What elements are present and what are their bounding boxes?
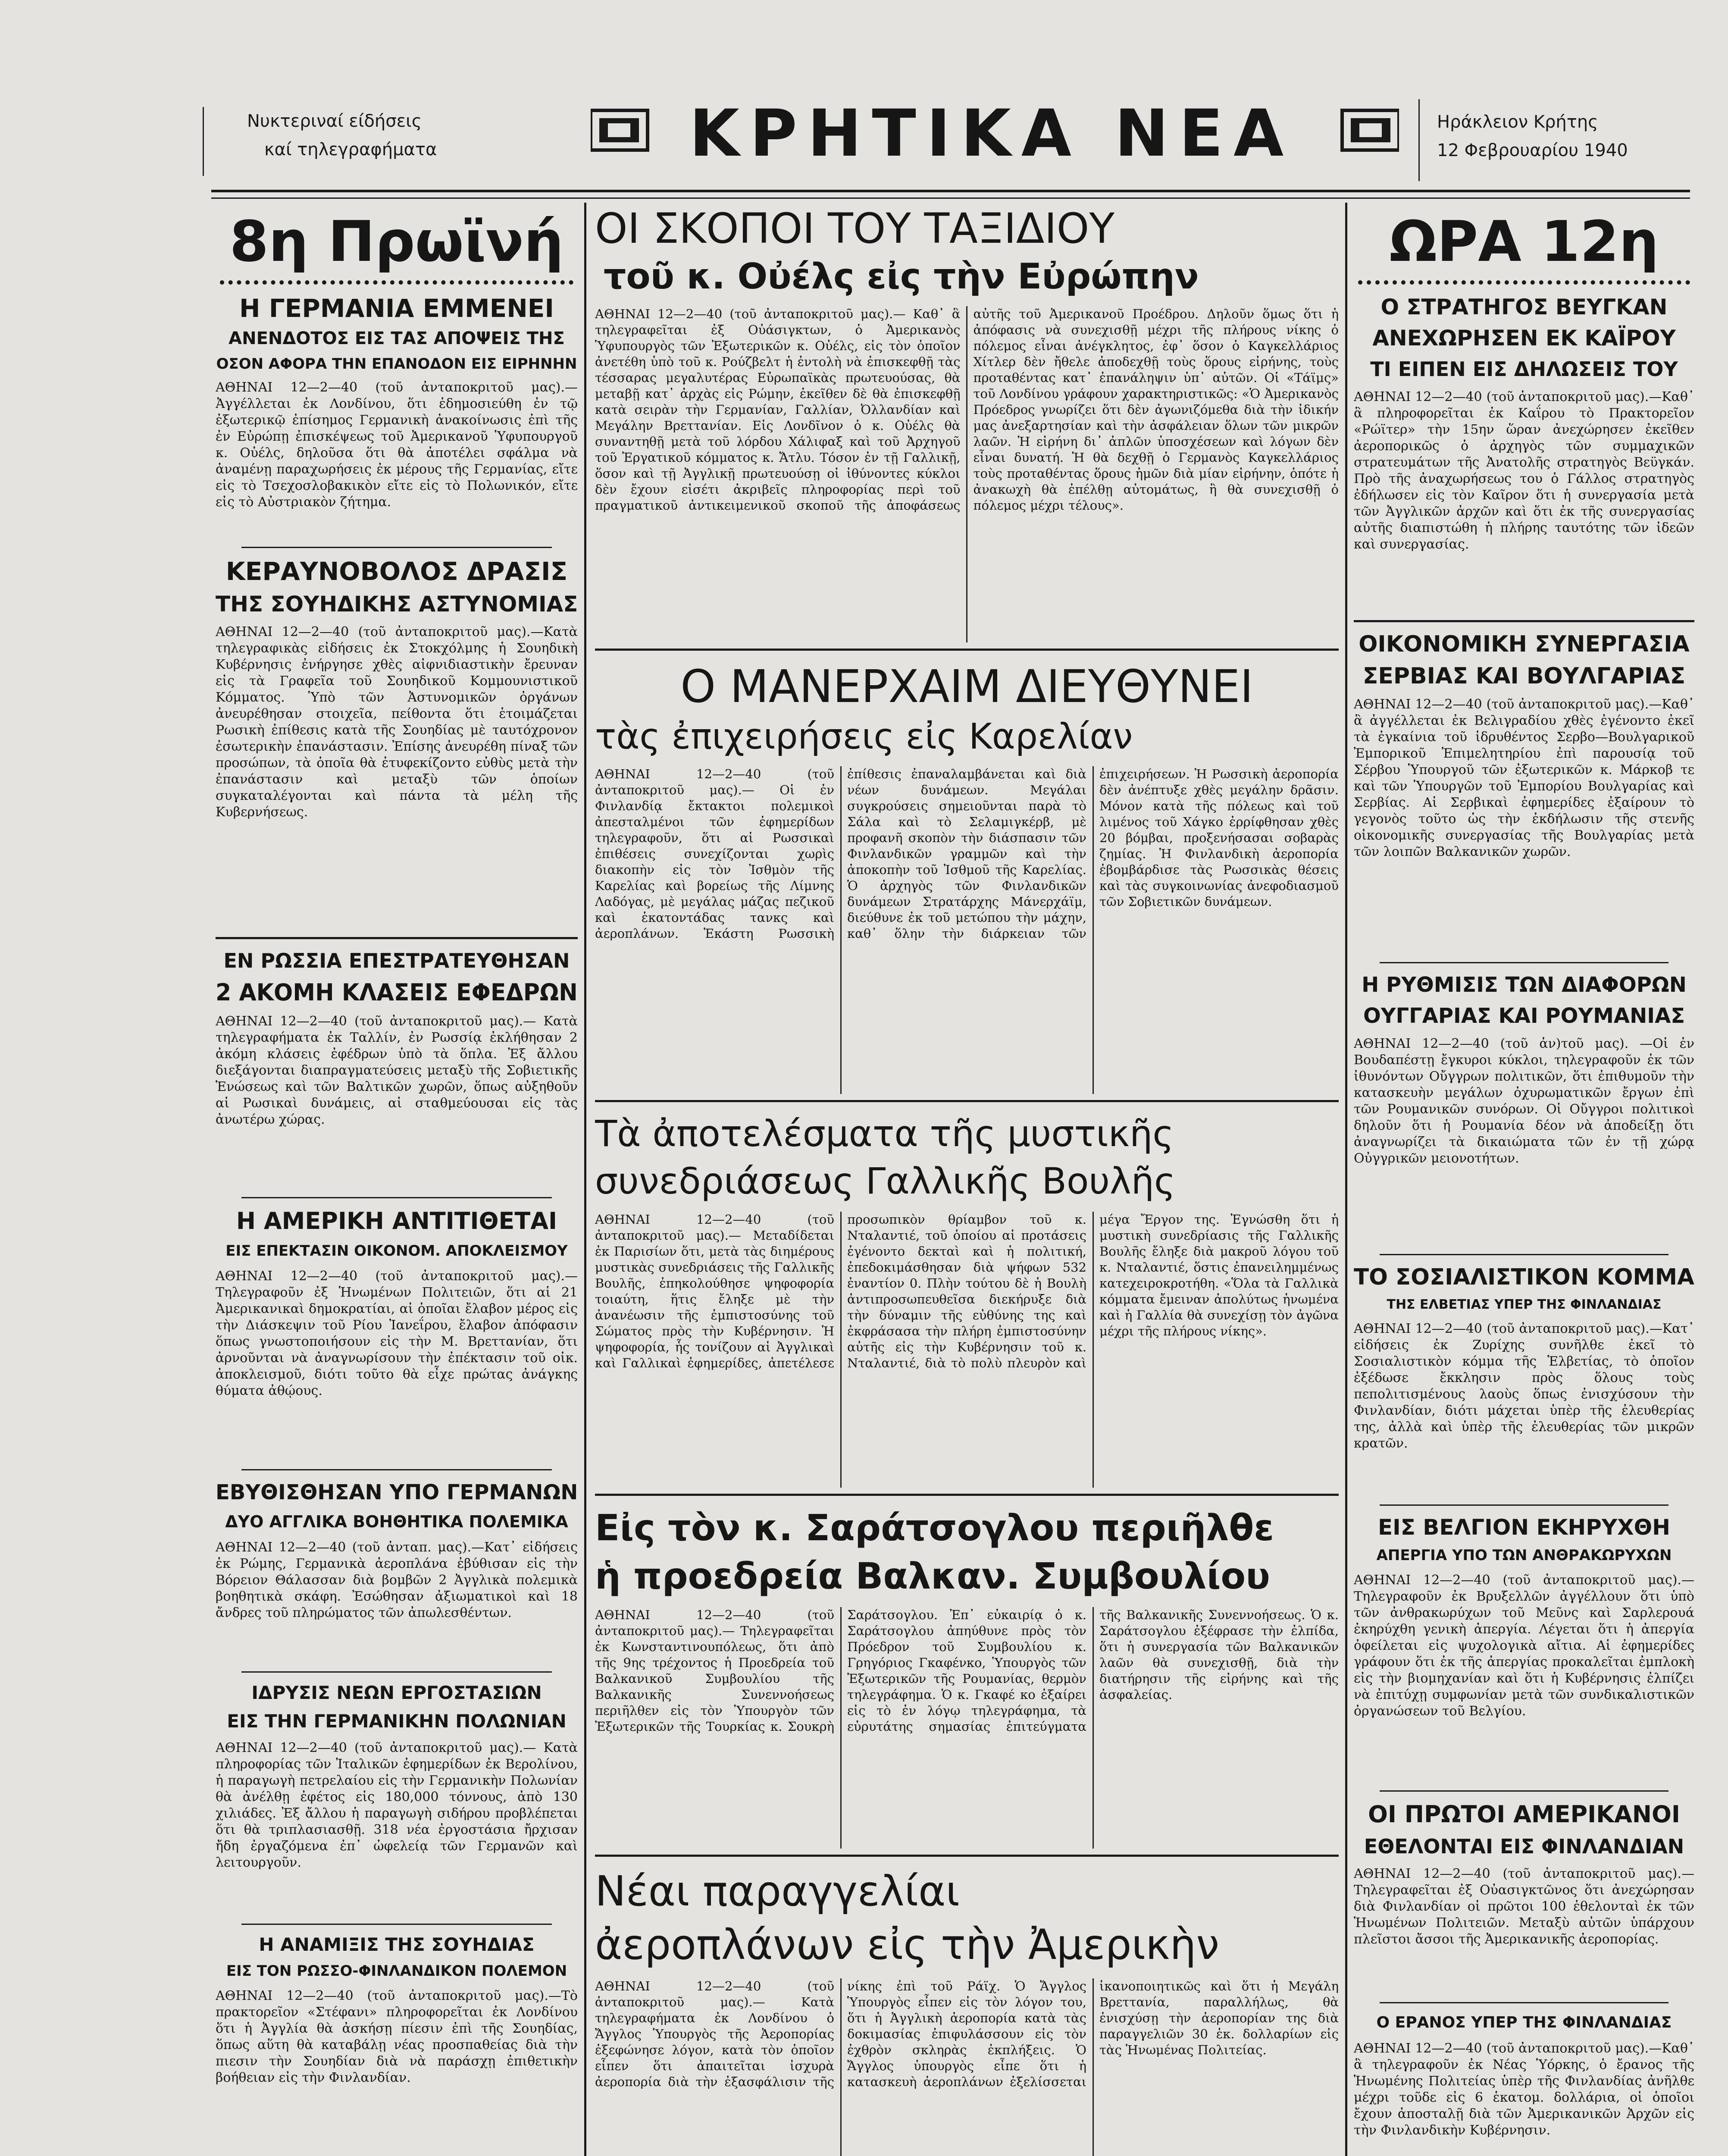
article-swiss-socialists-title2: ΤΗΣ ΕΛΒΕΤΙΑΣ ΥΠΕΡ ΤΗΣ ΦΙΝΛΑΝΔΙΑΣ [1387,1297,1662,1312]
article-america-blockade [216,1204,578,1467]
article-saracoglu-title1: Εἰς τὸν κ. Σαράτσογλου περιῆλθε [595,1507,1274,1549]
article-sweden-police [216,554,578,934]
article-swiss-socialists-title1: ΤΟ ΣΟΣΙΑΛΙΣΤΙΚΟΝ ΚΟΜΜΑ [1354,1264,1694,1290]
article-sweden-involvement-title1: Η ΑΝΑΜΙΞΙΣ ΤΗΣ ΣΟΥΗΔΙΑΣ [259,1934,535,1955]
article-weygand [1354,291,1694,617]
left-column [216,203,578,2156]
article-sunk-ships-title2: ΔΥΟ ΑΓΓΛΙΚΑ ΒΟΗΘΗΤΙΚΑ ΠΟΛΕΜΙΚΑ [225,1512,568,1531]
article-serbia-bulgaria-title1: ΟΙΚΟΝΟΜΙΚΗ ΣΥΝΕΡΓΑΣΙΑ [1359,631,1690,657]
right-separator-4 [1380,1504,1669,1506]
time-dotted-rule [1358,280,1690,285]
article-america-blockade-title2: ΕΙΣ ΕΠΕΚΤΑΣΙΝ ΟΙΚΟΝΟΜ. ΑΠΟΚΛΕΙΣΜΟΥ [225,1242,568,1260]
article-russia-reserves-title2: 2 ΑΚΟΜΗ ΚΛΑΣΕΙΣ ΕΦΕΔΡΩΝ [216,979,578,1006]
article-mannerheim-title1: Ο ΜΑΝΕΡΧΑΙΜ ΔΙΕΥΘΥΝΕΙ [680,660,1253,713]
article-welles-trip [595,203,1339,642]
header-city: Ηράκλειον Κρήτης [1437,112,1598,132]
right-separator-3 [1380,1254,1669,1255]
article-aircraft-orders [595,1865,1339,2156]
article-aircraft-orders-title1: Νέαι παραγγελίαι [595,1867,960,1915]
article-serbia-bulgaria-title2: ΣΕΡΒΙΑΣ ΚΑΙ ΒΟΥΛΓΑΡΙΑΣ [1362,663,1686,689]
article-french-parliament-title1: Τὰ ἀποτελέσματα τῆς μυστικῆς [595,1112,1174,1155]
article-hungary-romania-title1: Η ΡΥΘΜΙΣΙΣ ΤΩΝ ΔΙΑΦΟΡΩΝ [1362,973,1687,997]
article-finland-fund-title1: Ο ΕΡΑΝΟΣ ΥΠΕΡ ΤΗΣ ΦΙΝΛΑΝΔΙΑΣ [1376,2014,1672,2031]
column-rule-left [584,203,586,2156]
center-separator-2 [595,1100,1339,1102]
article-french-parliament-title2: συνεδριάσεως Γαλλικῆς Βουλῆς [595,1160,1176,1202]
article-russia-reserves-body: ΑΘΗΝΑΙ 12—2—40 (τοῦ ἀνταποκριτοῦ μας).— Κατὰ τηλεγραφήματα ἐκ Ταλλίν, ἐν Ρωσσίᾳ ἐκλήθησαν 2 ἀκόμη κλάσεις ἐφέδρων ὑπὸ τὰ ὅπλα. Ἐξ ἄλλου διεξάγονται διαπραγματεύσεις μεταξὺ τῆς Σοβιετικῆς Ἑνώσεως καὶ τῶν Βαλτικῶν χωρῶν, ὅπως αὐξηθοῦν αἱ Ρωσικαὶ δυνάμεις, αἱ σταθμεύουσαι εἰς τὰς ἀνωτέρω χώρας. [216,1014,578,1127]
header-date: 12 Φεβρουαρίου 1940 [1437,141,1628,160]
article-belgium-strike-body: ΑΘΗΝΑΙ 12—2—40 (τοῦ ἀνταποκριτοῦ μας).—Τηλεγραφοῦν ἐκ Βρυξελλῶν ἀγγέλλουν ὅτι ὑπὸ τῶν ἀνθρακωρύχων τοῦ Μεῦνς καὶ Σαρλερουά ἐκηρύχθη γενικὴ ἀπεργία. Λέγεται ὅτι ἡ ἀπεργία ὀφείλεται εἰς ψυχολογικὰ αἴτια. Αἱ ἐφημερίδες γράφουν ὅτι ἐκ τῆς ἀπεργίας προκαλεῖται ἐμπλοκὴ εἰς τὴν βιομηχανίαν καὶ ὅτι ἡ Κυβέρνησις ἐλπίζει νὰ ἐπιτύχῃ συμφωνίαν μετὰ τῶν συνδικαλιστικῶν ὀργανώσεων τοῦ Βελγίου. [1354,1573,1694,1719]
article-mannerheim-title2: τὰς ἐπιχειρήσεις εἰς Καρελίαν [595,716,1133,757]
article-saracoglu-title2: ἡ προεδρεία Βαλκαν. Συμβουλίου [595,1555,1270,1597]
left-separator-6 [241,1924,552,1925]
article-french-parliament [595,1110,1339,1488]
left-separator-1 [241,547,552,548]
left-separator-2 [216,937,578,939]
article-welles-trip-title1: ΟΙ ΣΚΟΠΟΙ ΤΟΥ ΤΑΞΙΔΙΟΥ [595,204,1114,253]
article-american-volunteers-title1: ΟΙ ΠΡΩΤΟΙ ΑΜΕΡΙΚΑΝΟΙ [1368,1801,1681,1828]
article-american-volunteers-body: ΑΘΗΝΑΙ 12—2—40 (τοῦ ἀνταποκριτοῦ μας).—Τηλεγραφεῖται ἐξ Οὐασιγκτῶνος ὅτι ἀνεχώρησαν διὰ Φινλανδίαν οἱ πρῶτοι 100 ἐθελονταὶ ἐκ τῶν Ἡνωμένων Πολιτειῶν. Μεταξὺ αὐτῶν ὑπάρχουν πλεῖστοι ἄσσοι τῆς Ἀμερικανικῆς ἀεροπορίας. [1354,1866,1694,1947]
header-right-box [1418,99,1686,181]
article-sunk-ships [216,1476,578,1669]
article-welles-trip-body: ΑΘΗΝΑΙ 12—2—40 (τοῦ ἀνταποκριτοῦ μας).— Καθ᾽ ἃ τηλεγραφεῖται ἐξ Οὐάσιγκτων, ὁ Ἀμερικανὸς Ὑφυπουργὸς τῶν Ἐξωτερικῶν κ. Οὐέλς, εἰς τὸν ὁποῖον ἀνετέθη ὑπὸ τοῦ κ. Ρούζβελτ ἡ ἐντολὴ νὰ ἐπισκεφθῇ τὰς τέσσαρας μεγαλυτέρας Εὐρωπαϊκὰς πρωτευούσας, θὰ μεταβῇ κατ᾽ ἀρχὰς εἰς Ρώμην, ἐκεῖθεν δὲ θὰ ἐπισκεφθῇ κατὰ σειρὰν τὴν Γερμανίαν, Γαλλίαν, Ὀλλανδίαν καὶ Μεγάλην Βρεττανίαν. Εἰς Λονδῖνον ὁ κ. Οὐέλς θὰ συναντηθῇ μετὰ τοῦ λόρδου Χάλιφαξ καὶ τοῦ Ἀρχηγοῦ τοῦ Ἐργατικοῦ κόμματος κ. Ἄτλυ. Τόσον ἐν τῇ Γαλλικῇ, ὅσον καὶ τῇ Ἀγγλικῇ πρωτευούσῃ οἱ ἰθύνοντες κύκλοι δὲν ἔχουν εἰσέτι ἀκριβεῖς πληροφορίας περὶ τοῦ πραγματικοῦ ἀντικειμενικοῦ σκοποῦ τῆς ἀποφάσεως αὐτῆς τοῦ Ἀμερικανοῦ Προέδρου. Δηλοῦν ὅμως ὅτι ἡ ἀπόφασις νὰ συνεχισθῇ μέχρι τῆς πλήρους νίκης ὁ πόλεμος εἶναι ἀνέγκλητος, ἐφ᾽ ὅσον ὁ Καγκελλάριος Χίτλερ δὲν ἤθελε ἀποδεχθῇ τοὺς ὅρους εἰρήνης, τοὺς προταθέντας κατ᾽ ἐπανάληψιν ὑπ᾽ αὐτῶν. Οἱ «Τάϊμς» τοῦ Λονδίνου γράφουν χαρακτηριστικῶς: «Ὁ Ἀμερικανὸς Πρόεδρος γνωρίζει ὅτι δὲν ἀγωνιζόμεθα διὰ τὴν ἰδικήν μας ἀνεξαρτησίαν καὶ τὴν ἀσφάλειαν ὅλων τῶν μικρῶν λαῶν. Ἡ εἰρήνη δι᾽ ἀπλῶν ὑποσχέσεων καὶ λόγων δὲν εἶναι δυνατή. Ἡ θὰ δεχθῇ ὁ Γερμανὸς Καγκελλάριος τοὺς προταθέντας ὅρους ἡμῶν διὰ μίαν εἰρήνην, ὁπότε ἡ ἀνακωχὴ θὰ ἐπέλθῃ αὐτομάτως, ἢ θὰ συνεχισθῇ ὁ πόλεμος μέχρι τέλους». [595,307,1339,513]
article-poland-factories [216,1679,578,1921]
right-separator-5 [1380,1790,1669,1792]
article-sweden-involvement-body: ΑΘΗΝΑΙ 12—2—40 (τοῦ ἀνταποκριτοῦ μας).—Τὸ πρακτορεῖον «Στέφανι» πληροφορεῖται ἐκ Λονδίνου ὅτι ἡ Ἀγγλία θὰ ἀσκήσῃ πίεσιν ἐπὶ τῆς Σουηδίας, ὅπως αὕτη θὰ καταβάλῃ νέας προσπαθείας διὰ τὴν πιεσιν τὴν Σουηδίαν διὰ νὰ παράσχῃ ἐπιθετικὴν βοήθειαν εἰς τὴν Φινλανδίαν. [216,1988,578,2085]
article-serbia-bulgaria [1354,628,1694,959]
article-germany-title3: ΟΣΟΝ ΑΦΟΡΑ ΤΗΝ ΕΠΑΝΟΔΟΝ ΕΙΣ ΕΙΡΗΝΗΝ [216,355,577,373]
right-separator-6 [1380,2002,1669,2003]
article-hungary-romania-title2: ΟΥΓΓΑΡΙΑΣ ΚΑΙ ΡΟΥΜΑΝΙΑΣ [1363,1004,1685,1028]
article-aircraft-orders-title2: ἀεροπλάνων εἰς τὴν Ἀμερικὴν [595,1921,1220,1969]
center-separator-1 [595,649,1339,651]
article-sweden-involvement-title2: ΕΙΣ ΤΟΝ ΡΩΣΣΟ-ΦΙΝΛΑΝΔΙΚΟΝ ΠΟΛΕΜΟΝ [226,1962,567,1980]
article-weygand-title1: Ο ΣΤΡΑΤΗΓΟΣ ΒΕΥΓΚΑΝ [1381,295,1668,320]
article-welles-trip-title2: τοῦ κ. Οὐέλς εἰς τὴν Εὐρώπην [604,256,1199,297]
article-saracoglu-body: ΑΘΗΝΑΙ 12—2—40 (τοῦ ἀνταποκριτοῦ μας).— Τηλεγραφεῖται ἐκ Κωνσταντινουπόλεως, ὅτι ἀπὸ τῆς 9ης τρέχοντος ἡ Προεδρεία τοῦ Βαλκανικοῦ Συμβουλίου τῆς Βαλκανικῆς Συνεννοήσεως περιῆλθεν εἰς τὸν Ὑπουργὸν τῶν Ἐξωτερικῶν τῆς Τουρκίας κ. Σουκρὴ Σαράτσογλου. Ἐπ᾽ εὐκαιρίᾳ ὁ κ. Σαράτσογλου ἀπηύθυνε πρὸς τὸν Πρόεδρον τοῦ Συμβουλίου κ. Γρηγόριος Γκαφένκο, Ὑπουργὸς τῶν Ἐξωτερικῶν τῆς Ρουμανίας, θερμὸν τηλεγράφημα. Ὁ κ. Γκαφέ κο ἐξαίρει εἰς τὸ ἐν λόγῳ τηλεγράφημα, τὰ εὐρυτάτης σημασίας ἐπιτεύγματα τῆς Βαλκανικῆς Συνεννοήσεως. Ὁ κ. Σαράτσογλου ἐξέφρασε τὴν ἐλπίδα, ὅτι ἡ συνεργασία τῶν Βαλκανικῶν λαῶν θὰ συνεχισθῇ, διὰ τὴν διατήρησιν τῆς εἰρήνης καὶ τῆς ἀσφαλείας. [595,1608,1339,1734]
article-finland-fund [1354,2009,1694,2156]
article-belgium-strike [1354,1512,1694,1788]
edition-label: 8η Πρωϊνή [229,209,564,274]
header-left-box [203,107,479,176]
article-germany-title1: Η ΓΕΡΜΑΝΙΑ ΕΜΜΕΝΕΙ [239,294,554,323]
left-separator-3 [241,1197,552,1198]
article-american-volunteers-title2: ΕΘΕΛΟΝΤΑΙ ΕΙΣ ΦΙΝΛΑΝΔΙΑΝ [1364,1835,1684,1858]
column-rule-right [1345,203,1347,2156]
header-rule-bottom [211,197,1690,199]
article-sunk-ships-title1: ΕΒΥΘΙΣΘΗΣΑΝ ΥΠΟ ΓΕΡΜΑΝΩΝ [216,1480,578,1504]
article-poland-factories-body: ΑΘΗΝΑΙ 12—2—40 (τοῦ ἀνταποκριτοῦ μας).— Κατὰ πληροφορίας τῶν Ἰταλικῶν ἐφημερίδων ἐκ Βερολίνου, ἡ παραγωγὴ πετρελαίου εἰς τὴν Γερμανικὴν Πολωνίαν θὰ ἀνέλθῃ ἐφέτος εἰς 180,000 τόννους, ἀπὸ 130 χιλιάδες. Ἐξ ἄλλου ἡ παραγωγὴ σιδήρου προβλέπεται ὅτι θὰ τριπλασιασθῇ. 318 νέα ἐργοστάσια ἤρχισαν ἤδη ἐργαζόμενα ἐπ᾽ ὠφελείᾳ τῶν Γερμανῶν καὶ λειτουργοῦν. [216,1740,578,1870]
article-sweden-police-title1: ΚΕΡΑΥΝΟΒΟΛΟΣ ΔΡΑΣΙΣ [225,557,568,586]
header-left-line2: καί τηλεγραφήματα [264,140,437,160]
masthead-title: ΚΡΗΤΙΚΑ ΝΕΑ [689,96,1294,171]
time-label: ΩΡΑ 12η [1389,209,1659,274]
article-belgium-strike-title1: ΕΙΣ ΒΕΛΓΙΟΝ ΕΚΗΡΥΧΘΗ [1377,1515,1670,1540]
article-saracoglu [595,1504,1339,1849]
right-separator-2 [1380,962,1669,963]
article-sweden-involvement [216,1931,578,2104]
right-column [1354,203,1694,2156]
edition-dotted-rule [220,280,573,285]
article-america-blockade-body: ΑΘΗΝΑΙ 12—2—40 (τοῦ ἀνταποκριτοῦ μας).—Τηλεγραφοῦν ἐξ Ἡνωμένων Πολιτειῶν, ὅτι αἱ 21 Ἀμερικανικαὶ δημοκρατίαι, αἱ ὁποῖαι ἔλαβον μέρος εἰς τὴν Διάσκεψιν τοῦ Ρίου Ἰανεΐρου, ἔλαβον ἀπόφασιν ὅπως γνωστοποιήσουν εἰς τὴν Μ. Βρεττανίαν, ὅτι ἀρνοῦνται νὰ ἀναγνωρίσουν τὴν ἐπέκτασιν τοῦ οἰκ. ἀποκλεισμοῦ, διότι τοῦτο θὰ εἶχε πρώτας ἀνάγκης θύματα ἀθῴους. [216,1269,578,1398]
article-finland-fund-body: ΑΘΗΝΑΙ 12—2—40 (τοῦ ἀνταποκριτοῦ μας).—Καθ᾽ ἃ τηλεγραφοῦν ἐκ Νέας Ὑόρκης, ὁ ἔρανος τῆς Ἡνωμένης Πολιτείας ὑπὲρ τῆς Φινλανδίας ἀνῆλθε μέχρι τοῦδε εἰς 6 ἑκατομ. δολλάρια, οἱ ὁποῖοι ἔχουν ἀποσταλῇ διὰ τῶν Ἀμερικανικῶν Ἀρχῶν εἰς τὴν Φινλανδικὴν Κυβέρνησιν. [1354,2041,1694,2138]
article-germany-title2: ΑΝΕΝΔΟΤΟΣ ΕΙΣ ΤΑΣ ΑΠΟΨΕΙΣ ΤΗΣ [229,329,565,348]
article-sweden-police-title2: ΤΗΣ ΣΟΥΗΔΙΚΗΣ ΑΣΤΥΝΟΜΙΑΣ [216,592,578,617]
article-hungary-romania [1354,969,1694,1251]
left-separator-5 [241,1671,552,1673]
article-russia-reserves-title1: ΕΝ ΡΩΣΣΙΑ ΕΠΕΣΤΡΑΤΕΥΘΗΣΑΝ [223,949,570,972]
article-poland-factories-title1: ΙΔΡΥΣΙΣ ΝΕΩΝ ΕΡΓΟΣΤΑΣΙΩΝ [251,1682,542,1703]
right-separator-1 [1354,620,1694,622]
article-mannerheim [595,658,1339,1094]
article-poland-factories-title2: ΕΙΣ ΤΗΝ ΓΕΡΜΑΝΙΚΗΝ ΠΟΛΩΝΙΑΝ [227,1711,567,1732]
article-weygand-title3: ΤΙ ΕΙΠΕΝ ΕΙΣ ΔΗΛΩΣΕΙΣ ΤΟΥ [1370,357,1678,381]
article-sunk-ships-body: ΑΘΗΝΑΙ 12—2—40 (τοῦ ἀνταπ. μας).—Κατ᾽ εἰδήσεις ἐκ Ρώμης, Γερμανικὰ ἀεροπλάνα ἐβύθισαν εἰς τὴν Βόρειον Θάλασσαν διὰ βομβῶν 2 Ἀγγλικὰ πολεμικὰ βοηθητικὰ σκάφη. Ἐσώθησαν ἀξιωματικοὶ καὶ 18 ἄνδρες τοῦ πληρώματος τῶν ἀπωλεσθέντων. [216,1540,578,1620]
article-america-blockade-title1: Η ΑΜΕΡΙΚΗ ΑΝΤΙΤΙΘΕΤΑΙ [236,1207,557,1235]
article-weygand-title2: ΑΝΕΧΩΡΗΣΕΝ ΕΚ ΚΑΪΡΟΥ [1372,326,1676,351]
article-russia-reserves [216,945,578,1194]
header-left-line1: Νυκτεριναί είδήσεις [247,111,422,131]
center-separator-3 [595,1494,1339,1496]
article-hungary-romania-body: ΑΘΗΝΑΙ 12—2—40 (τοῦ ἀν)τοῦ μας). —Οἱ ἐν Βουδαπέστῃ ἔγκυροι κύκλοι, τηλεγραφοῦν ἐκ τῶν ἰθυνόντων Οὔγγρων πολιτικῶν, ὅτι ἐπιθυμοῦν τὴν κατασκευὴν μεγάλων ὀχυρωματικῶν ἔργων ἐπὶ τῶν Ρουμανικῶν συνόρων. Οἱ Οὔγγροι πολιτικοὶ δηλοῦν ὅτι ἡ Ρουμανία δέον νὰ ἀποδείξῃ ὅτι ἀναγνωρίζει τὰ δικαιώματα τῶν ἐν τῇ χώρᾳ Οὐγγρικῶν μειονοτήτων. [1354,1036,1694,1166]
header-rule-top [211,190,1690,192]
article-belgium-strike-title2: ΑΠΕΡΓΙΑ ΥΠΟ ΤΩΝ ΑΝΘΡΑΚΩΡΥΧΩΝ [1376,1547,1672,1564]
article-american-volunteers [1354,1798,1694,1999]
article-mannerheim-body: ΑΘΗΝΑΙ 12—2—40 (τοῦ ἀνταποκριτοῦ μας).— Οἱ ἐν Φινλανδίᾳ ἔκτακτοι πολεμικοὶ ἀπεσταλμένοι τῶν ἐφημερίδων τηλεγραφοῦν, ὅτι αἱ Ρωσσικαὶ ἐπιθέσεις συνεχίζονται χωρὶς διακοπὴν εἰς τὸν Ἰσθμὸν τῆς Καρελίας καὶ βορείως τῆς Λίμνης Λαδόγας, μὲ μεγάλας μάζας πεζικοῦ καὶ ἑκατοντάδας τανκς καὶ ἀεροπλάνων. Ἑκάστη Ρωσσικὴ ἐπίθεσις ἐπαναλαμβάνεται καὶ διὰ νέων δυνάμεων. Μεγάλαι συγκρούσεις σημειοῦνται παρὰ τὸ Σάλα καὶ τὸ Σελαμιγκέρβ, μὲ προφανῆ σκοπὸν τὴν διάσπασιν τῶν Φινλανδικῶν γραμμῶν καὶ τὴν ἀποκοπὴν τοῦ Ἰσθμοῦ τῆς Καρελίας. Ὁ ἀρχηγὸς τῶν Φινλανδικῶν δυνάμεων Στρατάρχης Μάνερχάϊμ, διεύθυνε ἐκ τοῦ μετώπου τὴν μάχην, καθ᾽ ὅλην τὴν διάρκειαν τῶν ἐπιχειρήσεων. Ἡ Ρωσσικὴ ἀεροπορία δὲν ἀνέπτυξε χθὲς μεγάλην δρᾶσιν. Μόνον κατὰ τῆς πόλεως καὶ τοῦ λιμένος τοῦ Χάγκο ἐρρίφθησαν χθὲς 20 βόμβαι, προξενήσασαι σοβαρὰς ζημίας. Ἡ Φινλανδικὴ ἀεροπορία ἐβομβάρδισε τὰς Ρωσσικὰς θέσεις καὶ τὰς συγκοινωνίας ἀνεφοδιασμοῦ τῶν Σοβιετικῶν δυνάμεων. [595,767,1339,941]
article-aircraft-orders-body: ΑΘΗΝΑΙ 12—2—40 (τοῦ ἀνταποκριτοῦ μας).— Κατὰ τηλεγραφήματα ἐκ Λονδίνου ὁ Ἄγγλος Ὑπουργὸς τῆς Ἀεροπορίας ἐξεφώνησε λόγον, κατὰ τὸν ὁποῖον εἶπεν ὅτι ἀπαιτεῖται ἰσχυρὰ ἀεροπορία διὰ τὴν ἐξασφάλισιν τῆς νίκης ἐπὶ τοῦ Ράϊχ. Ὁ Ἄγγλος Ὑπουργὸς εἶπεν εἰς τὸν λόγον του, ὅτι ἡ Ἀγγλικὴ ἀεροπορία κατὰ τὰς δοκιμασίας ἐπιφυλάσσουν εἰς τὸν ἐχθρὸν σκληρὰς ἐκπλήξεις. Ὁ Ἄγγλος ὑπουργὸς εἶπε ὅτι ἡ κατασκευὴ ἀεροπλάνων ἐξελίσσεται ἱκανοποιητικῶς καὶ ὅτι ἡ Μεγάλη Βρεττανία, παραλλήλως, θὰ ἐνισχύσῃ τὴν ἀεροπορίαν της διὰ παραγγελιῶν 30 ἑκ. δολλαρίων εἰς τὰς Ἡνωμένας Πολιτείας. [595,1979,1339,2089]
article-germany [216,291,578,543]
masthead-ornament-left [591,108,651,155]
article-french-parliament-body: ΑΘΗΝΑΙ 12—2—40 (τοῦ ἀνταποκριτοῦ μας).— Μεταδίδεται ἐκ Παρισίων ὅτι, μετὰ τὰς διημέρους μυστικὰς συνεδριάσεις τῆς Γαλλικῆς Βουλῆς, ἐπηκολούθησε ψηφοφορία τοιαύτη, ἥτις ἔληξε μὲ τὴν ἀνανέωσιν τῆς ἐμπιστοσύνης τοῦ Σώματος πρὸς τὴν Κυβέρνησιν. Ἡ ψηφοφορία, ἧς τονίζουν αἱ Ἀγγλικαὶ καὶ Γαλλικαὶ ἐφημερίδες, ἀπετέλεσε προσωπικὸν θρίαμβον τοῦ κ. Νταλαντιέ, τοῦ ὁποίου αἱ προτάσεις ἐγένοντο δεκταὶ καὶ ἡ πολιτική, ἐπεδοκιμάσθησαν διὰ ψήφων 532 ἐναντίον 0. Πλὴν τούτου δὲ ἡ Βουλὴ ἀντιπροσωπευθεῖσα διεκήρυξε διὰ τὴν δύναμιν τῆς εὐθύνης της καὶ ἐκφράσασα τὴν πλήρη ἐμπιστοσύνην αὐτῆς εἰς τὴν Κυβέρνησιν τοῦ κ. Νταλαντιέ, διὰ τὸ πολὺ πλευρὸν καὶ μέγα Ἔργον της. Ἐγνώσθη ὅτι ἡ μυστικὴ συνεδρίασις τῆς Γαλλικῆς Βουλῆς ἔληξε διὰ μακροῦ λόγου τοῦ κ. Νταλαντιέ, ὅστις ἐπανειλημμένως κατεχειροκροτήθη. «Ὅλα τὰ Γαλλικὰ κόμματα ἔμειναν ἀπολύτως ἡνωμένα καὶ ἡ Γαλλία θὰ συνεχίσῃ τὸν ἀγῶνα μέχρι τῆς πλήρους νίκης». [595,1212,1339,1370]
article-sweden-police-body: ΑΘΗΝΑΙ 12—2—40 (τοῦ ἀνταποκριτοῦ μας).—Κατὰ τηλεγραφικὰς εἰδήσεις ἐκ Στοκχόλμης ἡ Σουηδικὴ Κυβέρνησις ἐνήργησε χθὲς αἰφνιδιαστικὴν ἔρευναν εἰς τὰ Γραφεῖα τοῦ Σουηδικοῦ Κομμουνιστικοῦ Κόμματος. Ὑπὸ τῶν Ἀστυνομικῶν ὀργάνων ἀνευρέθησαν στοιχεῖα, πείθοντα ὅτι ἑτοιμάζεται Ρωσικὴ ἐπίθεσις κατὰ τῆς Σουηδίας μὲ ταυτόχρονον ἐσωτερικὴν ἐπανάστασιν. Ἐπίσης ἀνευρέθη πίναξ τῶν προσώπων, τὰ ὁποῖα θὰ ἐτυφεκίζοντο εὐθὺς μετὰ τὴν ἐπανάστασιν καὶ μεταξὺ τῶν ὁποίων συγκαταλέγονται καὶ πάντα τὰ μέλη τῆς Κυβερνήσεως. [216,624,578,820]
article-swiss-socialists-body: ΑΘΗΝΑΙ 12—2—40 (τοῦ ἀνταποκριτοῦ μας).—Κατ᾽ εἰδήσεις ἐκ Ζυρίχης συνῆλθε ἐκεῖ τὸ Σοσιαλιστικὸν κόμμα τῆς Ἑλβετίας, τὸ ὁποῖον ἐξέδωσε ἔκκλησιν πρὸς ὅλους τοὺς πεπολιτισμένους λαοὺς ὅπως ἐνισχύσουν τὴν Φινλανδίαν, διότι μάχεται ὑπὲρ τῆς ἐλευθερίας της, ἀλλὰ καὶ ὑπὲρ τῆς ἐλευθερίας τῶν μικρῶν κρατῶν. [1354,1321,1694,1451]
left-separator-4 [241,1469,552,1470]
masthead-ornament-right [1339,108,1399,155]
article-swiss-socialists [1354,1261,1694,1502]
article-weygand-body: ΑΘΗΝΑΙ 12—2—40 (τοῦ ἀνταποκριτοῦ μας).—Καθ᾽ ἃ πληροφορεῖται ἐκ Καΐρου τὸ Πρακτορεῖον «Ρώϊτερ» τὴν 15ην ὥραν ἀνεχώρησεν ἐκεῖθεν ἀεροπορικῶς ὁ ἀρχηγὸς τῶν συμμαχικῶν στρατευμάτων τῆς Ἀνατολῆς στρατηγὸς Βεϋγκάν. Πρὸ τῆς ἀναχωρήσεως του ὁ Γάλλος στρατηγὸς ἐδήλωσεν εἰς τὸν Καῖρον ὅτι ἡ συνεργασία μετὰ τῶν Ἀγγλικῶν ἀρχῶν καὶ ὅτι ἐκ τῆς συνεργασίας αὐτῆς διαπιστώθη ἡ πλήρης ταυτότης τῶν ἰδεῶν καὶ συνεργασίας. [1354,389,1694,552]
article-germany-body: ΑΘΗΝΑΙ 12—2—40 (τοῦ ἀνταποκριτοῦ μας).—Ἀγγέλλεται ἐκ Λονδίνου, ὅτι ἐδημοσιεύθη ἐν τῷ ἐξωτερικῷ ἐπίσημος Γερμανικὴ ἀνακοίνωσις ἐπὶ τῆς ἐν Εὐρώπῃ ἐπισκέψεως τοῦ Ἀμερικανοῦ Ὑφυπουργοῦ κ. Οὐέλς, δηλοῦσα ὅτι θὰ ἀποτέλει σφάλμα νὰ ἀναμένῃ παραχωρήσεις ἐκ μέρους τῆς Γερμανίας, εἴτε εἰς τὸ Τσεχοσλοβακικὸν εἴτε εἰς τὸ Πολωνικόν, εἴτε εἰς τὸ Αὐστριακὸν ζήτημα. [216,380,578,510]
center-column [595,203,1339,2156]
article-serbia-bulgaria-body: ΑΘΗΝΑΙ 12—2—40 (τοῦ ἀνταποκριτοῦ μας).—Καθ᾽ ἃ ἀγγέλλεται ἐκ Βελιγραδίου χθὲς ἐγένοντο ἐκεῖ τὰ ἐγκαίνια τοῦ ἱδρυθέντος Σερβο—Βουλγαρικοῦ Ἐμπορικοῦ Ἐπιμελητηρίου ἐπὶ παρουσίᾳ τοῦ Σέρβου Ὑπουργοῦ τῶν ἐξωτερικῶν κ. Μάρκοβ τε καὶ τῶν Ὑπουργῶν τοῦ Ἐμπορίου Βουλγαρίας καὶ Σερβίας. Αἱ Σερβικαὶ ἐφημερίδες ἐξαίρουν τὸ γεγονὸς τοῦτο ὡς τὴν ἐκδήλωσιν τῆς στενῆς οἰκονομικῆς συνεργασίας τῆς Βουλγαρίας μετὰ τῶν λοιπῶν Βαλκανικῶν χωρῶν. [1354,697,1694,859]
center-separator-4 [595,1855,1339,1857]
